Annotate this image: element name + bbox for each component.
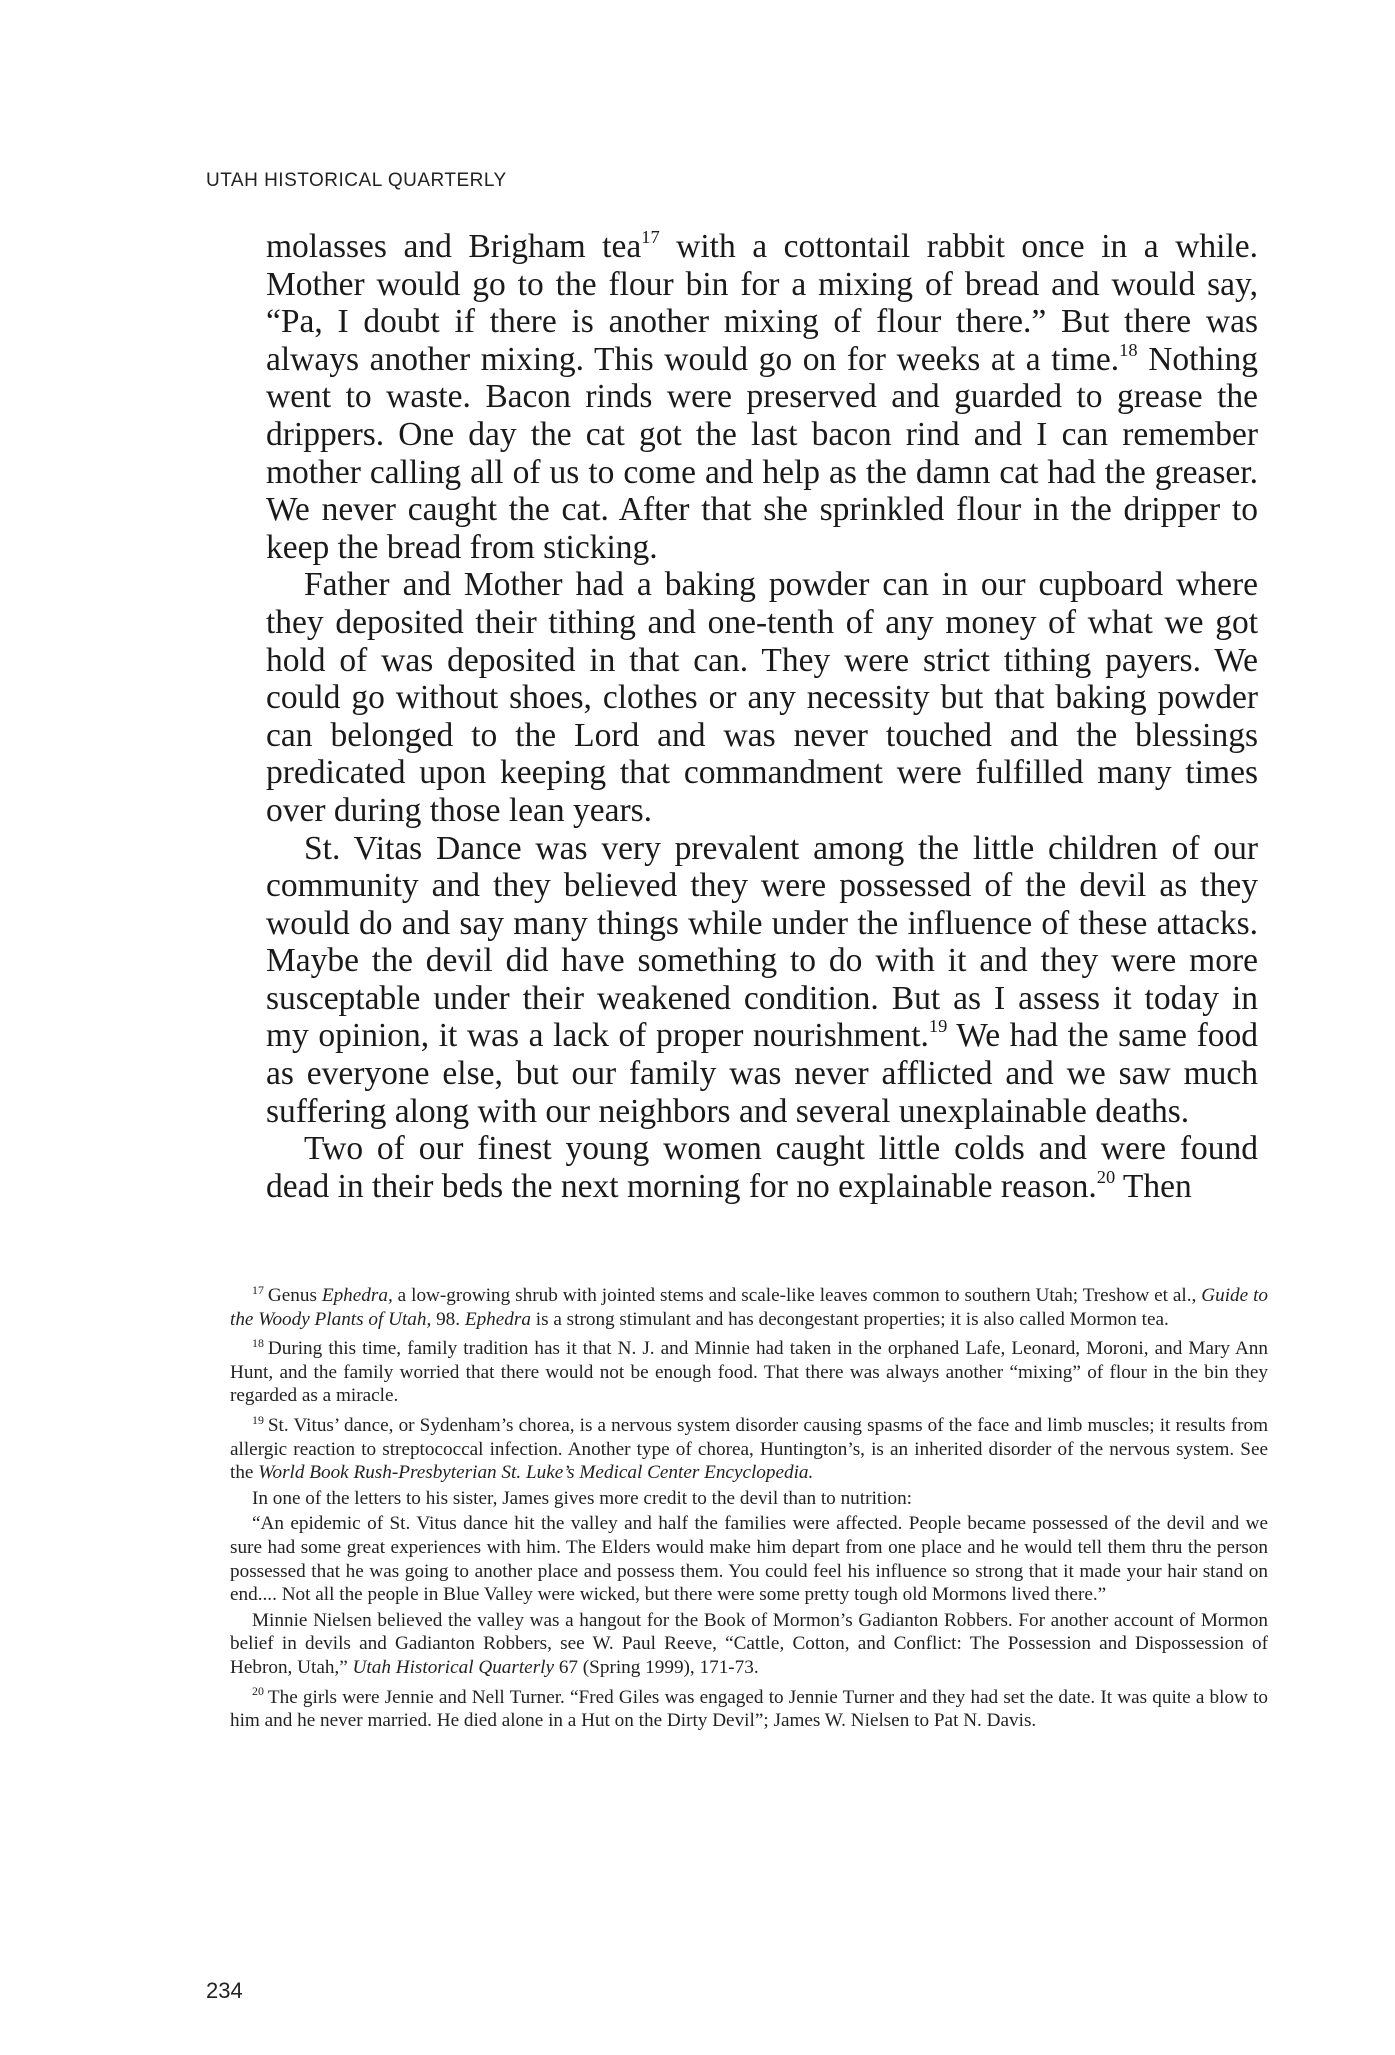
- text-span: Then: [1115, 1167, 1192, 1205]
- text-span: We had the same food as everyone else, but our family was never afflicted and we saw much suffering along with our neighbors and several unexplainable deaths.: [266, 1017, 1259, 1130]
- footnote-19-quote: “An epidemic of St. Vitus dance hit the valley and half the families were affected. People became possessed of the devil and we sure had some great experiences with him. The Elders would make him depart from one place and he would tell them thru the person possessed that he was going to another place and possess them. You could feel his influence so strong that it made your hair stand on end.... Not all the people in Blue Valley were wicked, but there were some pretty tough old Mormons lived there.”: [230, 1513, 1268, 1606]
- footnote-ref[interactable]: 18: [1119, 339, 1138, 360]
- text-span: a low-growing shrub with jointed stems and scale-like leaves common to southern Utah; Treshow et al.,: [392, 1285, 1202, 1306]
- footnote-ref[interactable]: 20: [1096, 1166, 1116, 1187]
- italic-text: Ephedra,: [321, 1285, 393, 1306]
- italic-text: World Book Rush-Presbyterian St. Luke’s Medical Center Encyclopedia.: [258, 1462, 814, 1484]
- page-number: 234: [206, 1978, 243, 2003]
- footnote-ref[interactable]: 19: [928, 1016, 948, 1037]
- footnote-19-paragraph: [230, 1609, 1268, 1680]
- text-span: is a strong stimulant and has decongestant properties; it is also called Mormon tea.: [530, 1308, 1169, 1330]
- paragraph: Father and Mother had a baking powder can in our cupboard where they deposited their tithing and one-tenth of any money of what we got hold of was deposited in that can. They were strict tithing payers. We could go without shoes, clothes or any necessity but that baking powder can belonged to the Lord and was never touched and the blessings predicated upon keeping that commandment were fulfilled many times over during those lean years.: [266, 566, 1258, 829]
- paragraph: [266, 228, 1258, 566]
- footnote-20: [230, 1686, 1268, 1733]
- italic-text: Ephedra: [464, 1308, 531, 1330]
- paragraph: [266, 1130, 1258, 1205]
- footnote-number: 19: [252, 1412, 264, 1427]
- running-head: UTAH HISTORICAL QUARTERLY: [206, 170, 507, 191]
- text-span: Genus: [267, 1285, 322, 1306]
- text-span: 98.: [431, 1308, 465, 1330]
- footnote-number: 18: [252, 1335, 264, 1350]
- text-span: Two of our finest young women caught little colds and were found dead in their beds the next morning for no explainable reason.: [266, 1130, 1258, 1205]
- italic-text: Guide to the Woody Plants of Utah,: [230, 1285, 1268, 1330]
- text-span: Nothing went to waste. Bacon rinds were preserved and guarded to grease the drippers. One day the cat got the last bacon rind and I can remember mother calling all of us to come and help as the damn cat had the greaser. We never caught the cat. After that she sprinkled flour in the dripper to keep the bread from sticking.: [266, 340, 1259, 566]
- footnote-19: [230, 1414, 1268, 1485]
- italic-text: Utah Historical Quarterly: [352, 1656, 555, 1678]
- text-span: Minnie Nielsen believed the valley was a hangout for the Book of Mormon’s Gadianton Robbers. For another account of Mormon belief in devils and Gadianton Robbers, see W. Paul Reeve, “Cattle, Cotton, and Conflict: The Possession and Dispossession of Hebron, Utah,”: [230, 1609, 1268, 1678]
- text-span: molasses and Brigham tea: [266, 228, 642, 265]
- text-span: with a cottontail rabbit once in a while. Mother would go to the flour bin for a mixing of bread and would say, “Pa, I doubt if there is another mixing of flour there.” But there was always another mixing. This would go on for weeks at a time.: [266, 228, 1258, 378]
- footnote-number: 20: [252, 1684, 264, 1699]
- footnotes: [230, 1284, 1268, 1739]
- footnote-17: [230, 1284, 1268, 1331]
- body-text: [266, 228, 1258, 1205]
- text-span: The girls were Jennie and Nell Turner. “Fred Giles was engaged to Jennie Turner and they had set the date. It was quite a blow to him and he never married. He died alone in a Hut on the Dirty Devil”; James W. Nielsen to Pat N. Davis.: [230, 1686, 1268, 1732]
- text-span: During this time, family tradition has it that N. J. and Minnie had taken in the orphaned Lafe, Leonard, Moroni, and Mary Ann Hunt, and the family worried that there would not be enough food. That there was always another “mixing” of flour in the bin they regarded as a miracle.: [230, 1338, 1268, 1407]
- footnote-number: 17: [252, 1282, 264, 1297]
- footnote-ref[interactable]: 17: [641, 227, 660, 248]
- footnote-18: [230, 1337, 1268, 1408]
- text-span: 67 (Spring 1999), 171-73.: [554, 1656, 759, 1678]
- text-span: St. Vitas Dance was very prevalent among the little children of our community and they believed they were possessed of the devil as they would do and say many things while under the influence of these attacks. Maybe the devil did have something to do with it and they were more susceptable under their weakened condition. But as I assess it today in my opinion, it was a lack of proper nourishment.: [266, 829, 1258, 1055]
- text-span: St. Vitus’ dance, or Sydenham’s chorea, is a nervous system disorder causing spasms of the face and limb muscles; it results from allergic reaction to streptococcal infection. Another type of chorea, Huntington’s, is an inherited disorder of the nervous system. See the: [230, 1414, 1268, 1484]
- paragraph: [266, 830, 1258, 1131]
- footnote-19-paragraph: In one of the letters to his sister, James gives more credit to the devil than to nutrition:: [252, 1487, 912, 1509]
